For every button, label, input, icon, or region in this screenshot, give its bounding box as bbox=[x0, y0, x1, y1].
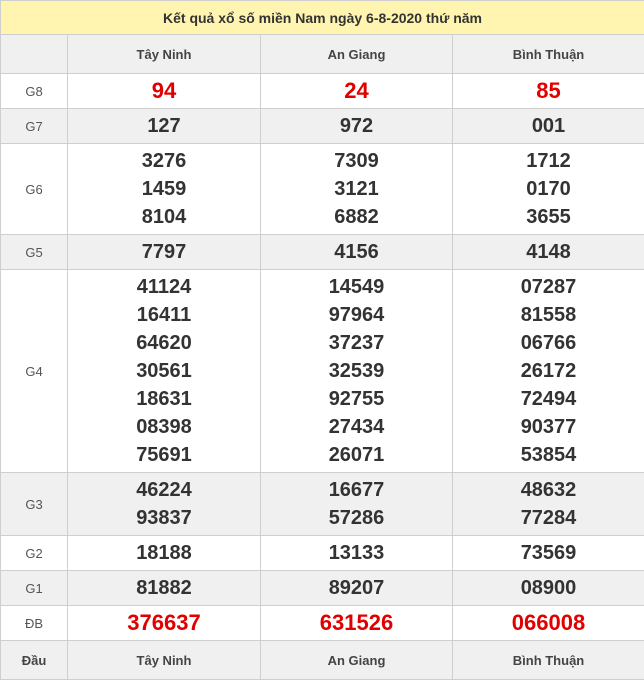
prize-number: 81558 bbox=[520, 304, 577, 326]
prize-label-g7: G7 bbox=[1, 109, 68, 144]
prize-label-g4: G4 bbox=[1, 270, 68, 473]
prize-g2-tay-ninh bbox=[68, 536, 261, 571]
header-province-an-giang[interactable]: An Giang bbox=[261, 35, 453, 74]
prize-number: 6882 bbox=[334, 206, 379, 228]
prize-number: 7797 bbox=[141, 241, 187, 263]
prize-number: 13133 bbox=[328, 542, 385, 564]
prize-special-tay-ninh bbox=[68, 606, 261, 641]
prize-number: 64620 bbox=[136, 332, 192, 354]
prize-number: 06766 bbox=[520, 332, 577, 354]
prize-number: 77284 bbox=[520, 507, 577, 529]
prize-number: 08398 bbox=[136, 416, 192, 438]
prize-number: 3655 bbox=[526, 206, 571, 228]
prize-special-an-giang bbox=[261, 606, 453, 641]
prize-label-g5: G5 bbox=[1, 235, 68, 270]
prize-g2-an-giang bbox=[261, 536, 453, 571]
prize-g6-an-giang bbox=[261, 144, 453, 235]
prize-g7-an-giang bbox=[261, 109, 453, 144]
prize-number: 066008 bbox=[511, 610, 586, 635]
prize-number: 127 bbox=[147, 115, 181, 137]
prize-number: 37237 bbox=[328, 332, 385, 354]
prize-number: 73569 bbox=[520, 542, 577, 564]
prize-number: 4156 bbox=[334, 241, 379, 263]
prize-g3-an-giang bbox=[261, 473, 453, 536]
prize-number: 972 bbox=[339, 115, 374, 137]
prize-number: 72494 bbox=[520, 388, 577, 410]
prize-number: 376637 bbox=[127, 610, 201, 635]
prize-g5-tay-ninh bbox=[68, 235, 261, 270]
prize-g3-tay-ninh bbox=[68, 473, 261, 536]
prize-number: 81882 bbox=[136, 577, 192, 599]
prize-number: 631526 bbox=[319, 610, 394, 635]
prize-number: 53854 bbox=[520, 444, 577, 466]
prize-label-g3: G3 bbox=[1, 473, 68, 536]
prize-number: 85 bbox=[536, 78, 561, 103]
prize-g6-tay-ninh bbox=[68, 144, 261, 235]
prize-g4-binh-thuan bbox=[453, 270, 644, 473]
prize-g1-tay-ninh bbox=[68, 571, 261, 606]
prize-number: 30561 bbox=[136, 360, 192, 382]
prize-label-special: ĐB bbox=[1, 606, 68, 641]
prize-g4-an-giang bbox=[261, 270, 453, 473]
prize-number: 1459 bbox=[141, 178, 187, 200]
prize-label-g2: G2 bbox=[1, 536, 68, 571]
prize-number: 07287 bbox=[520, 276, 577, 298]
prize-number: 14549 bbox=[328, 276, 385, 298]
prize-number: 32539 bbox=[328, 360, 385, 382]
footer-province-binh-thuan[interactable]: Bình Thuận bbox=[453, 641, 644, 680]
prize-number: 89207 bbox=[328, 577, 385, 599]
prize-number: 3121 bbox=[334, 178, 379, 200]
table-title: Kết quả xổ số miền Nam ngày 6-8-2020 thứ năm bbox=[1, 1, 644, 35]
prize-g3-binh-thuan bbox=[453, 473, 644, 536]
prize-g8-tay-ninh bbox=[68, 74, 261, 109]
header-province-tay-ninh[interactable]: Tây Ninh bbox=[68, 35, 261, 74]
prize-label-g6: G6 bbox=[1, 144, 68, 235]
prize-number: 24 bbox=[344, 78, 369, 103]
footer-province-tay-ninh[interactable]: Tây Ninh bbox=[68, 641, 261, 680]
prize-number: 3276 bbox=[141, 150, 187, 172]
prize-number: 18631 bbox=[136, 388, 192, 410]
prize-number: 90377 bbox=[520, 416, 577, 438]
prize-number: 26172 bbox=[520, 360, 577, 382]
prize-number: 8104 bbox=[141, 206, 187, 228]
prize-number: 92755 bbox=[328, 388, 385, 410]
prize-number: 93837 bbox=[136, 507, 192, 529]
prize-g1-binh-thuan bbox=[453, 571, 644, 606]
prize-number: 0170 bbox=[526, 178, 571, 200]
prize-number: 7309 bbox=[334, 150, 379, 172]
prize-g5-an-giang bbox=[261, 235, 453, 270]
prize-number: 18188 bbox=[136, 542, 192, 564]
prize-g7-binh-thuan bbox=[453, 109, 644, 144]
header-corner bbox=[1, 35, 68, 74]
prize-number: 57286 bbox=[328, 507, 385, 529]
prize-g7-tay-ninh bbox=[68, 109, 261, 144]
prize-number: 75691 bbox=[136, 444, 192, 466]
prize-g8-an-giang bbox=[261, 74, 453, 109]
footer-dau-label: Đầu bbox=[1, 641, 68, 680]
prize-g8-binh-thuan bbox=[453, 74, 644, 109]
footer-province-an-giang[interactable]: An Giang bbox=[261, 641, 453, 680]
prize-number: 08900 bbox=[520, 577, 577, 599]
prize-label-g1: G1 bbox=[1, 571, 68, 606]
prize-number: 16677 bbox=[328, 479, 385, 501]
prize-number: 27434 bbox=[328, 416, 385, 438]
prize-number: 001 bbox=[531, 115, 566, 137]
prize-g6-binh-thuan bbox=[453, 144, 644, 235]
prize-number: 16411 bbox=[136, 304, 192, 326]
prize-special-binh-thuan bbox=[453, 606, 644, 641]
prize-g1-an-giang bbox=[261, 571, 453, 606]
prize-g4-tay-ninh bbox=[68, 270, 261, 473]
prize-number: 97964 bbox=[328, 304, 385, 326]
prize-number: 46224 bbox=[136, 479, 192, 501]
prize-g2-binh-thuan bbox=[453, 536, 644, 571]
prize-number: 26071 bbox=[328, 444, 385, 466]
prize-number: 1712 bbox=[526, 150, 571, 172]
prize-label-g8: G8 bbox=[1, 74, 68, 109]
prize-g5-binh-thuan bbox=[453, 235, 644, 270]
prize-number: 41124 bbox=[136, 276, 192, 298]
header-province-binh-thuan[interactable]: Bình Thuận bbox=[453, 35, 644, 74]
prize-number: 48632 bbox=[520, 479, 577, 501]
prize-number: 94 bbox=[151, 78, 177, 103]
prize-number: 4148 bbox=[526, 241, 571, 263]
